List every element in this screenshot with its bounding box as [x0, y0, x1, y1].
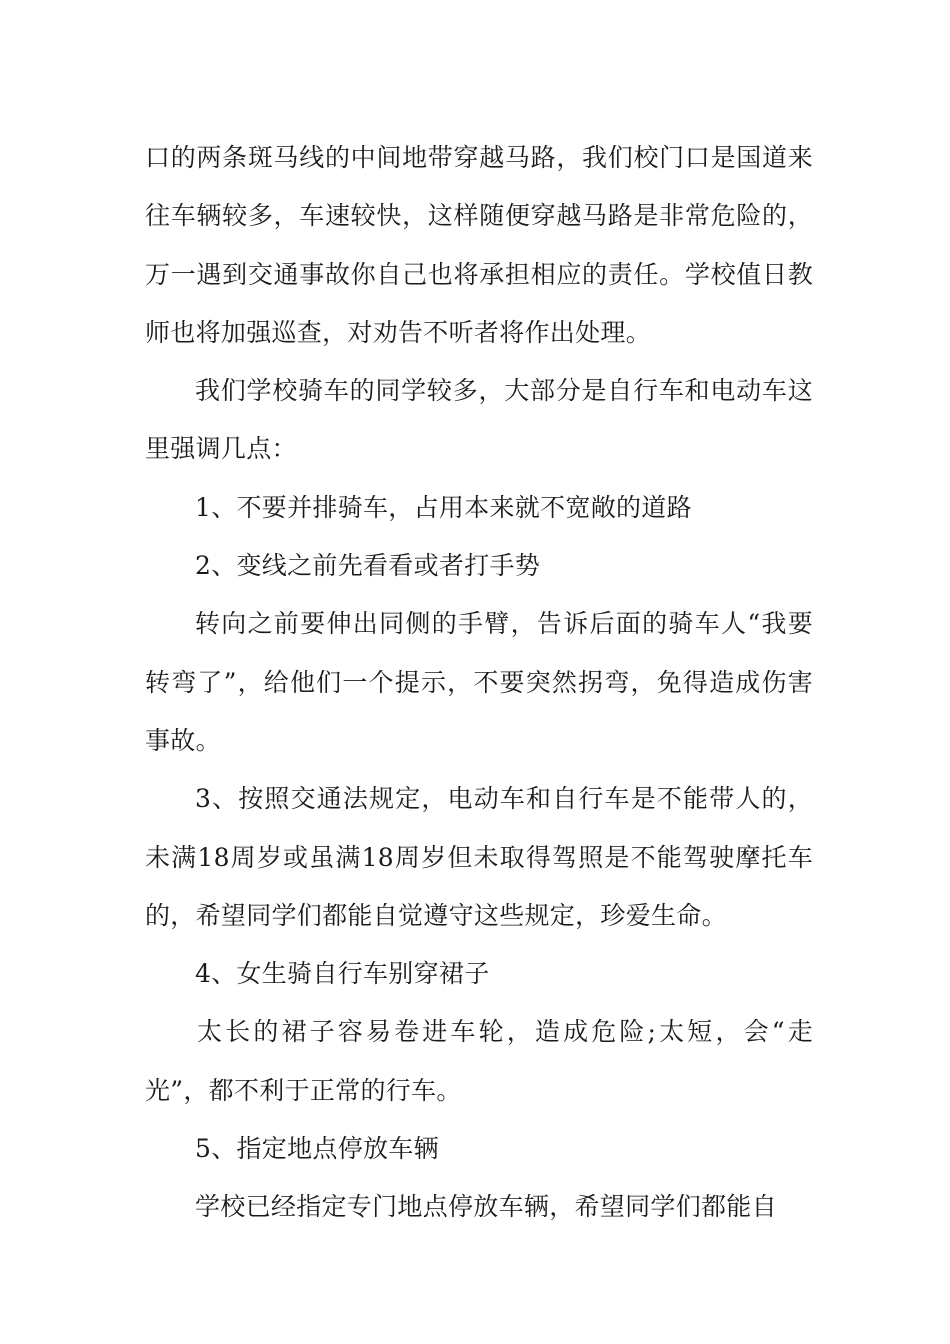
paragraph-1: 口的两条斑马线的中间地带穿越马路，我们校门口是国道来往车辆较多，车速较快，这样随便穿越马路是非常危险的，万一遇到交通事故你自己也将承担相应的责任。学校值日教师也将加强巡查，对劝告不听者将作出处理。	[145, 143, 813, 347]
paragraph-9: 5、指定地点停放车辆	[195, 1134, 439, 1164]
document-body	[145, 129, 813, 1237]
paragraph-2: 我们学校骑车的同学较多，大部分是自行车和电动车这里强调几点：	[145, 376, 813, 464]
paragraph-5: 转向之前要伸出同侧的手臂，告诉后面的骑车人“我要转弯了”，给他们一个提示，不要突然拐弯，免得造成伤害事故。	[145, 609, 813, 755]
paragraph-3: 1、不要并排骑车，占用本来就不宽敞的道路	[195, 492, 692, 522]
paragraph-10: 学校已经指定专门地点停放车辆，希望同学们都能自	[195, 1192, 777, 1222]
paragraph-8: 太长的裙子容易卷进车轮，造成危险;太短，会“走光”，都不利于正常的行车。	[145, 1017, 813, 1105]
paragraph-6: 3、按照交通法规定，电动车和自行车是不能带人的，未满18周岁或虽满18周岁但未取得驾照是不能驾驶摩托车的，希望同学们都能自觉遵守这些规定，珍爱生命。	[145, 784, 813, 930]
paragraph-7: 4、女生骑自行车别穿裙子	[195, 959, 490, 989]
paragraph-4: 2、变线之前先看看或者打手势	[195, 551, 541, 581]
